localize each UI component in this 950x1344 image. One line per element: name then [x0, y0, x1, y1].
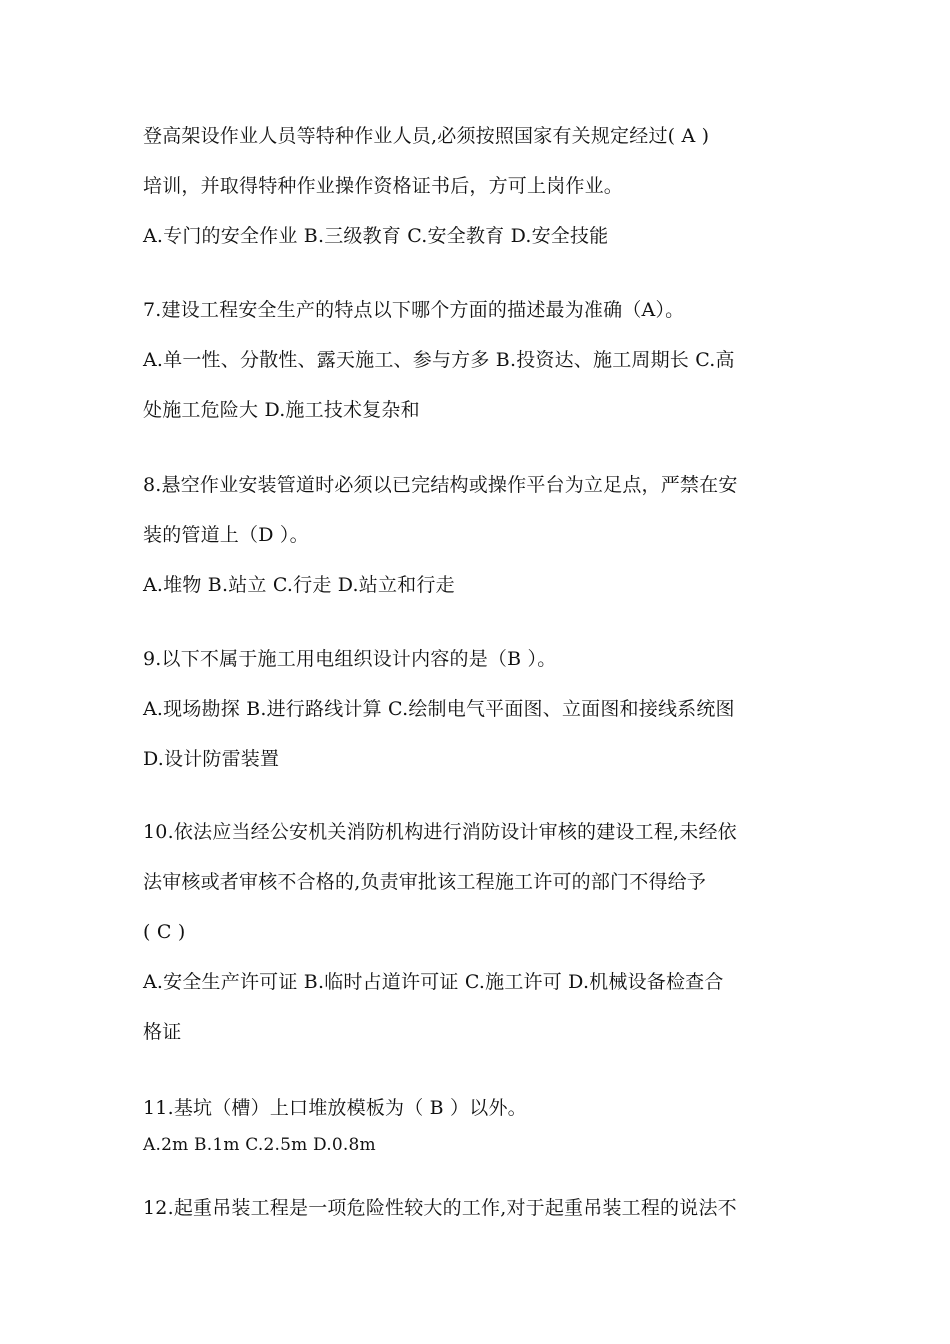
answer-options: D.设计防雷装置	[143, 748, 280, 770]
answer-options: 处施工危险大 D.施工技术复杂和	[143, 399, 420, 421]
question-10: 10.依法应当经公安机关消防机构进行消防设计审核的建设工程,未经依	[143, 821, 737, 843]
answer-options: A.堆物 B.站立 C.行走 D.站立和行走	[143, 574, 455, 596]
answer-options: A.单一性、分散性、露天施工、参与方多 B.投资达、施工周期长 C.高	[143, 349, 735, 371]
text-line: 培训，并取得特种作业操作资格证书后，方可上岗作业。	[143, 175, 624, 197]
question-7: 7.建设工程安全生产的特点以下哪个方面的描述最为准确（A）。	[143, 299, 685, 321]
question-8: 8.悬空作业安装管道时必须以已完结构或操作平台为立足点，严禁在安	[143, 474, 738, 496]
text-line: 法审核或者审核不合格的,负责审批该工程施工许可的部门不得给予	[143, 871, 707, 893]
answer-options: A.2m B.1m C.2.5m D.0.8m	[143, 1135, 376, 1155]
answer-options: A.现场勘探 B.进行路线计算 C.绘制电气平面图、立面图和接线系统图	[143, 698, 735, 720]
text-line: ( C )	[143, 921, 186, 943]
answer-options: A.安全生产许可证 B.临时占道许可证 C.施工许可 D.机械设备检查合	[143, 971, 724, 993]
answer-options: A.专门的安全作业 B.三级教育 C.安全教育 D.安全技能	[143, 225, 609, 247]
question-9: 9.以下不属于施工用电组织设计内容的是（B ）。	[143, 648, 557, 670]
question-11: 11.基坑（槽）上口堆放模板为（ B ）以外。	[143, 1097, 527, 1119]
answer-options: 格证	[143, 1021, 182, 1043]
question-12: 12.起重吊装工程是一项危险性较大的工作,对于起重吊装工程的说法不	[143, 1197, 737, 1219]
text-line: 登高架设作业人员等特种作业人员,必须按照国家有关规定经过( A )	[143, 125, 710, 147]
text-line: 装的管道上（D ）。	[143, 524, 309, 546]
